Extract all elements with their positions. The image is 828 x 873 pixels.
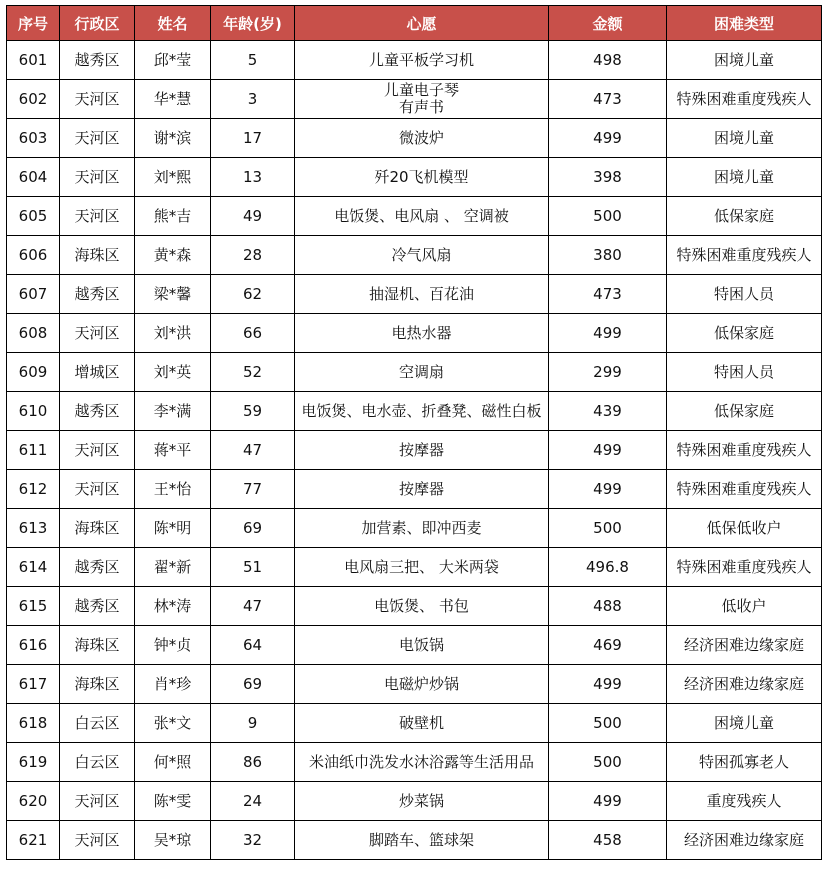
wish-line: 电磁炉炒锅 <box>383 674 459 693</box>
cell-type: 特困孤寡老人 <box>667 743 822 782</box>
header-district: 行政区 <box>60 6 135 41</box>
cell-age: 49 <box>211 197 295 236</box>
cell-district: 越秀区 <box>60 587 135 626</box>
cell-name: 谢*滨 <box>135 119 211 158</box>
cell-no: 617 <box>7 665 60 704</box>
cell-type: 特困人员 <box>667 353 822 392</box>
table-row <box>7 626 822 665</box>
cell-no: 607 <box>7 275 60 314</box>
cell-amount: 500 <box>549 197 667 236</box>
cell-amount: 499 <box>549 470 667 509</box>
cell-name: 林*涛 <box>135 587 211 626</box>
table-row <box>7 41 822 80</box>
cell-district: 天河区 <box>60 158 135 197</box>
wish-line: 按摩器 <box>398 479 444 498</box>
table-row <box>7 587 822 626</box>
cell-type: 低收户 <box>667 587 822 626</box>
cell-age: 47 <box>211 431 295 470</box>
wish-table <box>6 5 822 860</box>
wish-line: 歼20飞机模型 <box>374 167 469 186</box>
cell-name: 何*照 <box>135 743 211 782</box>
table-row <box>7 821 822 860</box>
header-wish: 心愿 <box>295 6 549 41</box>
table-row <box>7 392 822 431</box>
cell-amount: 498 <box>549 41 667 80</box>
cell-type: 困境儿童 <box>667 704 822 743</box>
wish-line: 米油纸巾洗发水沐浴露等生活用品 <box>308 752 534 771</box>
cell-district: 越秀区 <box>60 548 135 587</box>
cell-wish <box>295 197 549 236</box>
cell-wish <box>295 587 549 626</box>
cell-district: 天河区 <box>60 80 135 119</box>
cell-no: 605 <box>7 197 60 236</box>
cell-wish <box>295 470 549 509</box>
cell-name: 邱*莹 <box>135 41 211 80</box>
cell-type: 低保家庭 <box>667 392 822 431</box>
cell-no: 614 <box>7 548 60 587</box>
cell-no: 620 <box>7 782 60 821</box>
cell-no: 609 <box>7 353 60 392</box>
cell-age: 62 <box>211 275 295 314</box>
cell-name: 吴*琼 <box>135 821 211 860</box>
table-body <box>7 41 822 860</box>
wish-line: 电风扇三把、 大米两袋 <box>344 557 499 576</box>
cell-name: 翟*新 <box>135 548 211 587</box>
cell-name: 熊*吉 <box>135 197 211 236</box>
cell-district: 海珠区 <box>60 665 135 704</box>
table-row <box>7 509 822 548</box>
wish-line: 脚踏车、篮球架 <box>368 830 474 849</box>
cell-type: 困境儿童 <box>667 158 822 197</box>
header-name: 姓名 <box>135 6 211 41</box>
cell-no: 610 <box>7 392 60 431</box>
wish-line: 微波炉 <box>398 128 444 147</box>
cell-age: 47 <box>211 587 295 626</box>
cell-amount: 499 <box>549 431 667 470</box>
cell-age: 77 <box>211 470 295 509</box>
cell-no: 603 <box>7 119 60 158</box>
wish-line: 电饭煲、电水壶、折叠凳、磁性白板 <box>301 401 542 420</box>
cell-type: 困境儿童 <box>667 119 822 158</box>
cell-wish <box>295 782 549 821</box>
cell-amount: 500 <box>549 704 667 743</box>
cell-type: 重度残疾人 <box>667 782 822 821</box>
cell-district: 越秀区 <box>60 41 135 80</box>
table-header <box>7 6 822 41</box>
cell-no: 615 <box>7 587 60 626</box>
cell-name: 王*怡 <box>135 470 211 509</box>
cell-name: 陈*雯 <box>135 782 211 821</box>
cell-no: 608 <box>7 314 60 353</box>
header-amount: 金额 <box>549 6 667 41</box>
cell-age: 9 <box>211 704 295 743</box>
table-row <box>7 704 822 743</box>
cell-name: 梁*馨 <box>135 275 211 314</box>
table-row <box>7 80 822 119</box>
cell-age: 28 <box>211 236 295 275</box>
cell-no: 606 <box>7 236 60 275</box>
cell-amount: 473 <box>549 275 667 314</box>
table-row <box>7 743 822 782</box>
wish-line: 电饭锅 <box>398 635 444 654</box>
wish-line: 电热水器 <box>391 323 452 342</box>
cell-amount: 488 <box>549 587 667 626</box>
wish-line: 空调扇 <box>398 362 444 381</box>
cell-age: 52 <box>211 353 295 392</box>
cell-no: 621 <box>7 821 60 860</box>
cell-wish <box>295 41 549 80</box>
cell-age: 5 <box>211 41 295 80</box>
table-row <box>7 197 822 236</box>
cell-district: 天河区 <box>60 431 135 470</box>
cell-amount: 499 <box>549 314 667 353</box>
cell-no: 612 <box>7 470 60 509</box>
wish-line: 儿童平板学习机 <box>368 50 474 69</box>
cell-no: 611 <box>7 431 60 470</box>
cell-amount: 469 <box>549 626 667 665</box>
cell-no: 604 <box>7 158 60 197</box>
cell-age: 86 <box>211 743 295 782</box>
cell-district: 增城区 <box>60 353 135 392</box>
cell-wish <box>295 158 549 197</box>
cell-amount: 299 <box>549 353 667 392</box>
cell-name: 刘*英 <box>135 353 211 392</box>
table-row <box>7 665 822 704</box>
table-row <box>7 470 822 509</box>
cell-age: 51 <box>211 548 295 587</box>
table-row <box>7 314 822 353</box>
cell-amount: 499 <box>549 665 667 704</box>
header-row <box>7 6 822 41</box>
cell-wish <box>295 275 549 314</box>
cell-type: 特殊困难重度残疾人 <box>667 80 822 119</box>
table-row <box>7 236 822 275</box>
wish-line: 儿童电子琴 <box>383 81 459 99</box>
cell-name: 蒋*平 <box>135 431 211 470</box>
wish-table-container <box>6 5 822 860</box>
cell-type: 经济困难边缘家庭 <box>667 626 822 665</box>
cell-district: 天河区 <box>60 782 135 821</box>
cell-district: 白云区 <box>60 704 135 743</box>
cell-wish <box>295 548 549 587</box>
cell-wish <box>295 119 549 158</box>
cell-wish <box>295 392 549 431</box>
cell-amount: 380 <box>549 236 667 275</box>
cell-name: 陈*明 <box>135 509 211 548</box>
cell-age: 24 <box>211 782 295 821</box>
cell-amount: 496.8 <box>549 548 667 587</box>
cell-type: 特困人员 <box>667 275 822 314</box>
cell-district: 天河区 <box>60 821 135 860</box>
cell-wish <box>295 353 549 392</box>
cell-name: 钟*贞 <box>135 626 211 665</box>
cell-type: 特殊困难重度残疾人 <box>667 431 822 470</box>
wish-line: 破壁机 <box>398 713 444 732</box>
cell-age: 3 <box>211 80 295 119</box>
cell-name: 黄*森 <box>135 236 211 275</box>
table-row <box>7 119 822 158</box>
cell-wish <box>295 236 549 275</box>
table-row <box>7 158 822 197</box>
wish-line: 有声书 <box>398 98 444 116</box>
wish-line: 冷气风扇 <box>391 245 452 264</box>
cell-district: 海珠区 <box>60 509 135 548</box>
cell-name: 刘*熙 <box>135 158 211 197</box>
cell-name: 华*慧 <box>135 80 211 119</box>
cell-type: 特殊困难重度残疾人 <box>667 548 822 587</box>
cell-district: 天河区 <box>60 197 135 236</box>
wish-line: 电饭煲、 书包 <box>374 596 469 615</box>
cell-district: 海珠区 <box>60 236 135 275</box>
cell-type: 低保家庭 <box>667 314 822 353</box>
cell-amount: 473 <box>549 80 667 119</box>
wish-line: 抽湿机、百花油 <box>368 284 474 303</box>
cell-no: 601 <box>7 41 60 80</box>
cell-age: 17 <box>211 119 295 158</box>
cell-type: 经济困难边缘家庭 <box>667 821 822 860</box>
cell-type: 困境儿童 <box>667 41 822 80</box>
cell-type: 低保家庭 <box>667 197 822 236</box>
cell-type: 经济困难边缘家庭 <box>667 665 822 704</box>
cell-name: 肖*珍 <box>135 665 211 704</box>
cell-type: 特殊困难重度残疾人 <box>667 470 822 509</box>
cell-amount: 458 <box>549 821 667 860</box>
cell-no: 619 <box>7 743 60 782</box>
cell-district: 天河区 <box>60 314 135 353</box>
cell-name: 刘*洪 <box>135 314 211 353</box>
cell-wish <box>295 665 549 704</box>
wish-line: 炒菜锅 <box>398 791 444 810</box>
cell-district: 天河区 <box>60 119 135 158</box>
header-no: 序号 <box>7 6 60 41</box>
cell-district: 天河区 <box>60 470 135 509</box>
cell-wish <box>295 80 549 119</box>
cell-name: 张*文 <box>135 704 211 743</box>
cell-age: 69 <box>211 509 295 548</box>
cell-age: 64 <box>211 626 295 665</box>
cell-age: 69 <box>211 665 295 704</box>
cell-amount: 499 <box>549 119 667 158</box>
cell-amount: 500 <box>549 743 667 782</box>
cell-district: 海珠区 <box>60 626 135 665</box>
table-row <box>7 275 822 314</box>
cell-type: 特殊困难重度残疾人 <box>667 236 822 275</box>
cell-district: 白云区 <box>60 743 135 782</box>
cell-type: 低保低收户 <box>667 509 822 548</box>
cell-wish <box>295 431 549 470</box>
cell-no: 618 <box>7 704 60 743</box>
cell-amount: 499 <box>549 782 667 821</box>
cell-no: 616 <box>7 626 60 665</box>
cell-district: 越秀区 <box>60 392 135 431</box>
cell-no: 613 <box>7 509 60 548</box>
cell-amount: 439 <box>549 392 667 431</box>
cell-wish <box>295 509 549 548</box>
cell-no: 602 <box>7 80 60 119</box>
cell-name: 李*满 <box>135 392 211 431</box>
table-row <box>7 431 822 470</box>
cell-amount: 398 <box>549 158 667 197</box>
table-row <box>7 353 822 392</box>
cell-age: 59 <box>211 392 295 431</box>
cell-wish <box>295 821 549 860</box>
cell-age: 13 <box>211 158 295 197</box>
cell-wish <box>295 626 549 665</box>
header-type: 困难类型 <box>667 6 822 41</box>
cell-age: 32 <box>211 821 295 860</box>
wish-line: 按摩器 <box>398 440 444 459</box>
cell-wish <box>295 743 549 782</box>
cell-age: 66 <box>211 314 295 353</box>
table-row <box>7 782 822 821</box>
wish-line: 加营素、即冲西麦 <box>361 518 482 537</box>
table-row <box>7 548 822 587</box>
cell-amount: 500 <box>549 509 667 548</box>
cell-district: 越秀区 <box>60 275 135 314</box>
wish-line: 电饭煲、电风扇 、 空调被 <box>334 206 509 225</box>
cell-wish <box>295 314 549 353</box>
cell-wish <box>295 704 549 743</box>
header-age: 年龄(岁) <box>211 6 295 41</box>
